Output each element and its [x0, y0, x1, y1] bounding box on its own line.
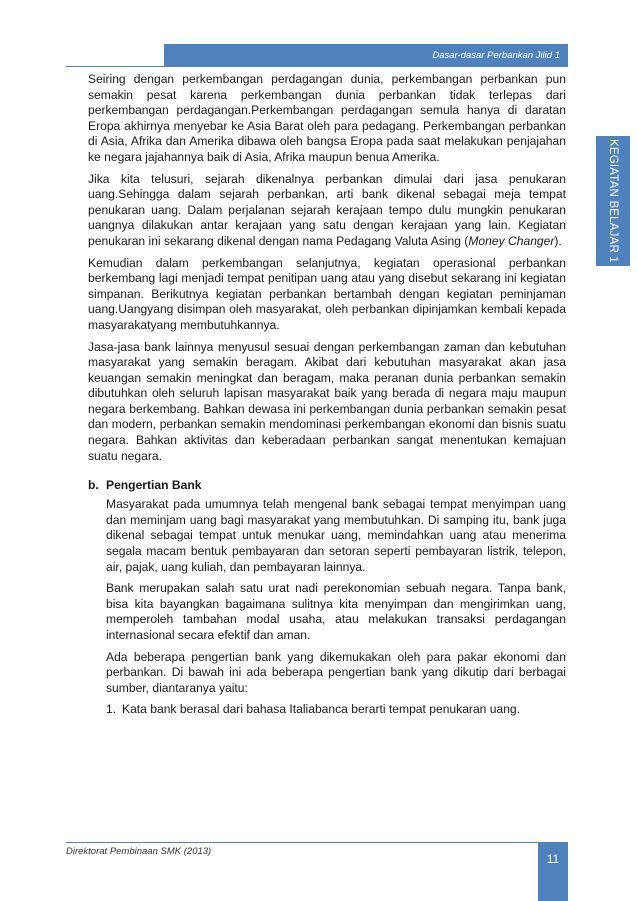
paragraph-3: Kemudian dalam perkembangan selanjutnya, kegiatan operasional perbankan berkembang lagi menjadi tempat penitipan uang atau yang disebut sekarang ini kegiatan simpanan. Berikutnya kegiatan perbankan bertambah dengan kegiatan peminjaman uang.Uangyang disimpan oleh masyarakat, oleh perbankan dipinjamkan kembali kepada masyarakatyang membutuhkannya.: [88, 255, 566, 332]
page-number-box: [538, 842, 568, 901]
section-b-paragraph-2: Bank merupakan salah satu urat nadi perekonomian sebuah negara. Tanpa bank, bisa kita bayangkan bagaimana sulitnya kita menyimpan dan mengirimkan uang, memperoleh tambahan modal usaha, atau melakukan transaksi perdagangan internasional secara efektif dan aman.: [106, 581, 566, 642]
paragraph-2-text: Jika kita telusuri, sejarah dikenalnya perbankan dimulai dari jasa penukaran uang.Sehingga dalam sejarah perbankan, arti bank dikenal sebagai meja tempat penukaran uang. Dalam perjalanan sejarah kerajaan tempo dulu mungkin penukaran uangnya dilakukan antar kerajaan yang satu dengan kerajaan yang lain. Kegiatan penukaran ini sekarang dikenal dengan nama Pedagang Valuta Asing (: [88, 171, 566, 248]
paragraph-2: [88, 172, 566, 250]
section-b-paragraph-1: Masyarakat pada umumnya telah mengenal bank sebagai tempat menyimpan uang dan meminjam uang bagi masyarakat yang membutuhkan. Di samping itu, bank juga dikenal sebagai tempat untuk menukar uang, memindahkan uang atau menerima segala macam bentuk pembayaran dan setoran seperti pembayaran listrik, telepon, air, pajak, uang kuliah, dan pembayaran lainnya.: [106, 497, 566, 574]
paragraph-1: Seiring dengan perkembangan perdagangan dunia, perkembangan perbankan pun semakin pesat karena perkembangan dunia perbankan tidak terlepas dari perkembangan perdagangan.Perkembangan perdagangan semula hanya di daratan Eropa akhirnya menyebar ke Asia Barat oleh para pedagang. Perkembangan perbankan di Asia, Afrika dan Amerika dibawa oleh bangsa Eropa pada saat melakukan penjajahan ke negara jajahannya baik di Asia, Afrika maupun benua Amerika.: [88, 72, 566, 164]
side-tab: [596, 136, 630, 266]
side-tab-label: KEGIATAN BELAJAR 1: [607, 139, 619, 263]
section-b-body: [106, 497, 566, 718]
page-content: [88, 72, 566, 718]
list-item-text: Kata bank berasal dari bahasa Italiabanca berarti tempat penukaran uang.: [122, 702, 521, 717]
section-b-paragraph-3: Ada beberapa pengertian bank yang dikemukakan oleh para pakar ekonomi dan perbankan. Di bawah ini ada beberapa pengertian bank yang dikutip dari berbagai sumber, diantaranya yaitu:: [106, 649, 566, 695]
header-title: Dasar-dasar Perbankan Jilid 1: [432, 49, 560, 61]
list-item-number: 1.: [106, 702, 117, 717]
header-rule: [66, 66, 568, 67]
footer-rule: [66, 842, 546, 843]
page-number: 11: [546, 852, 560, 866]
footer-text: Direktorat Pembinaan SMK (2013): [66, 846, 212, 857]
section-b: [88, 478, 566, 718]
section-b-letter: b.: [88, 478, 99, 493]
section-b-title: Pengertian Bank: [106, 478, 202, 493]
header-bar: [164, 44, 568, 66]
list-item: [106, 702, 566, 718]
paragraph-2-end: ).: [554, 233, 562, 248]
section-b-heading: [88, 478, 566, 492]
paragraph-2-italic-term: Money Changer: [468, 233, 555, 248]
paragraph-4: Jasa-jasa bank lainnya menyusul sesuai dengan perkembangan zaman dan kebutuhan masyarakat yang semakin beragam. Akibat dari kebutuhan masyarakat akan jasa keuangan semakin meningkat dan beragam, maka peranan dunia perbankan semakin dibutuhkan oleh seluruh lapisan masyarakat baik yang berada di negara maju maupun negara berkembang. Bahkan dewasa ini perkembangan dunia perbankan semakin pesat dan modern, perbankan semakin mendominasi perkembangan ekonomi dan bisnis suatu negara. Bahkan aktivitas dan keberadaan perbankan sangat menentukan kemajuan suatu negara.: [88, 339, 566, 463]
